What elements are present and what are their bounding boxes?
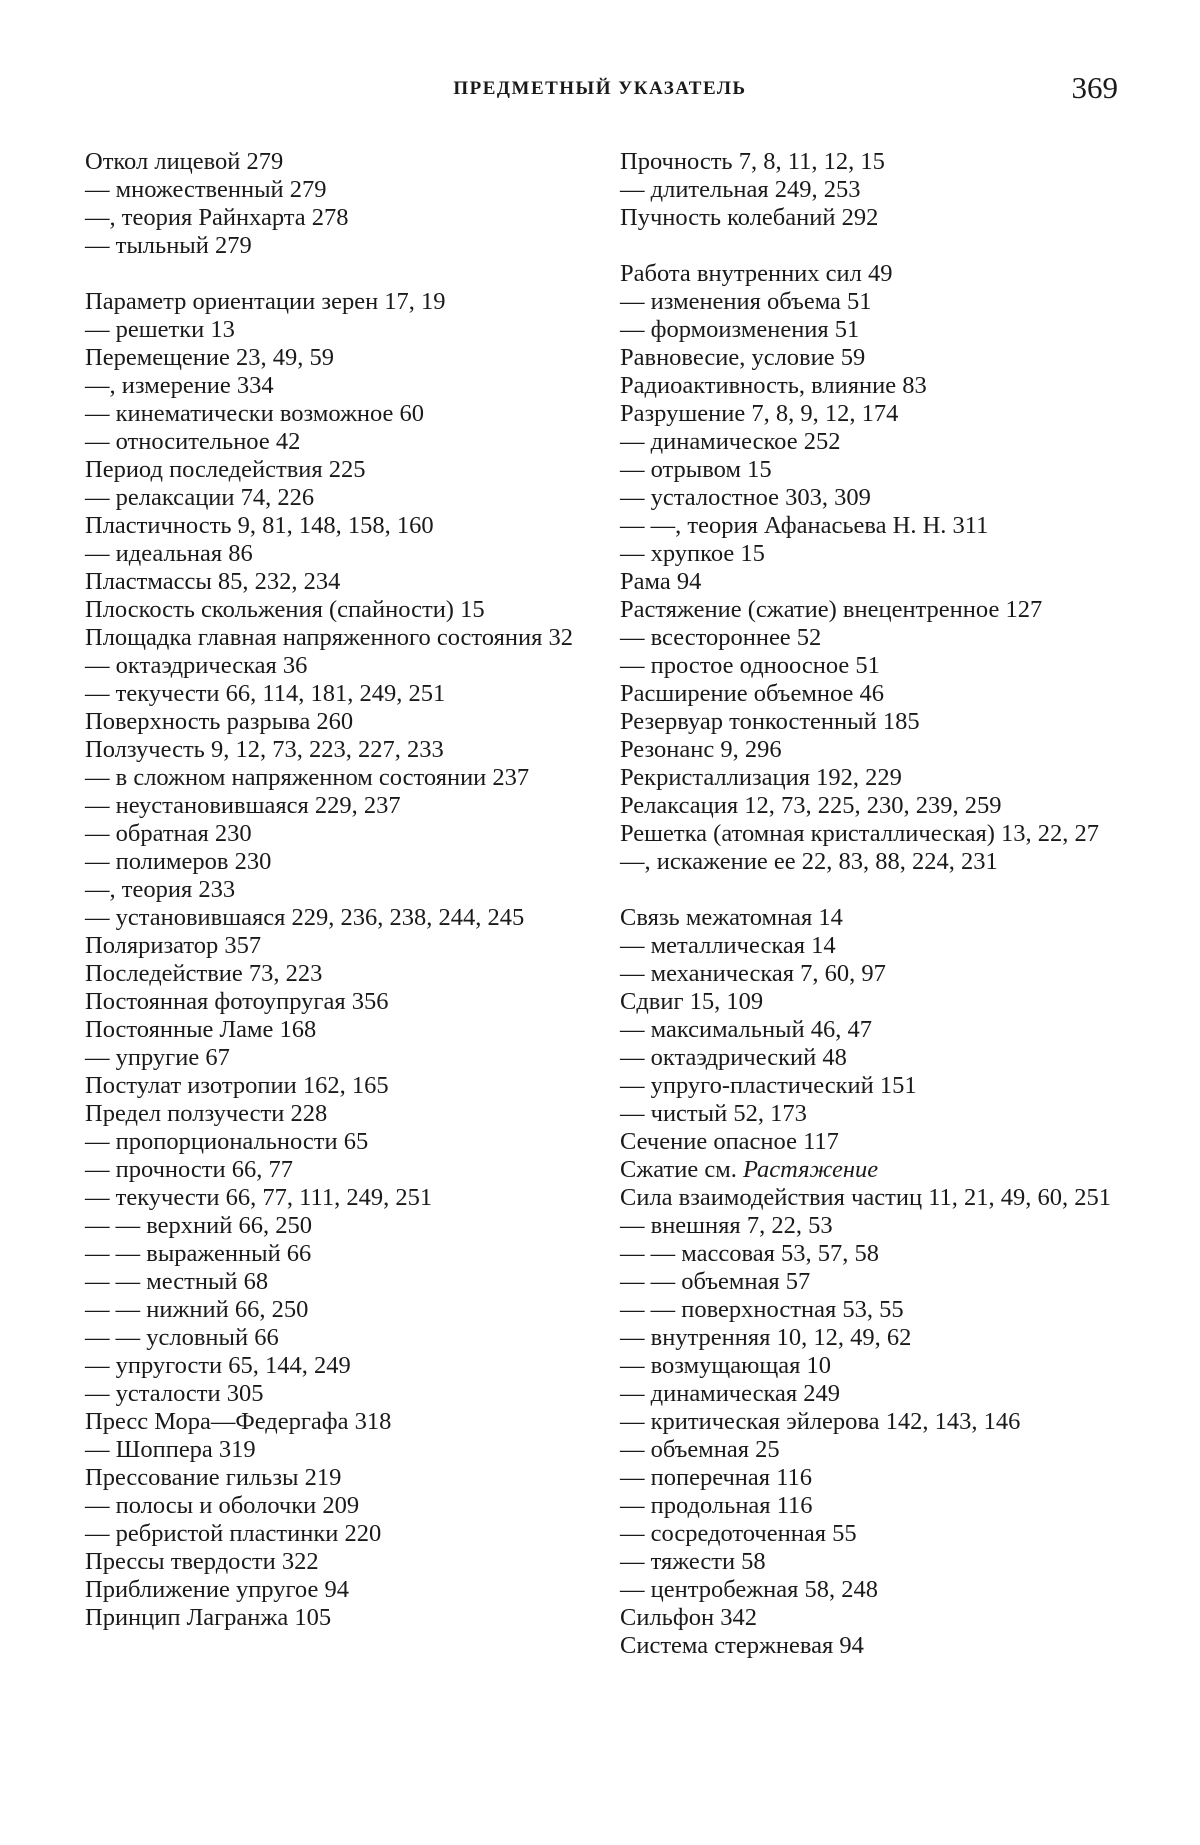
index-entry xyxy=(85,204,605,232)
index-entry xyxy=(620,1072,1125,1100)
index-entry-text: Рама 94 xyxy=(620,568,702,595)
page-number: 369 xyxy=(1071,70,1118,105)
index-entry xyxy=(620,792,1125,820)
index-entry-text: Предел ползучести 228 xyxy=(85,1100,328,1127)
index-entry-text: Постоянная фотоупругая 356 xyxy=(85,988,389,1015)
index-entry-text: Радиоактивность, влияние 83 xyxy=(620,372,927,399)
index-entry-text: —, искажение ее 22, 83, 88, 224, 231 xyxy=(620,848,998,875)
index-entry-text: — неустановившаяся 229, 237 xyxy=(85,792,401,819)
index-entry xyxy=(620,316,1125,344)
index-entry-text: — текучести 66, 77, 111, 249, 251 xyxy=(85,1184,433,1211)
index-entry-text: — тяжести 58 xyxy=(620,1548,766,1575)
index-entry xyxy=(85,428,605,456)
index-entry xyxy=(85,736,605,764)
index-entry-text: — возмущающая 10 xyxy=(620,1352,832,1379)
index-entry xyxy=(620,932,1125,960)
index-entry xyxy=(620,1520,1125,1548)
index-entry-text: Приближение упругое 94 xyxy=(85,1576,349,1603)
index-entry xyxy=(620,1380,1125,1408)
index-entry-text: — Шоппера 319 xyxy=(85,1436,256,1463)
index-entry-text: Прессы твердости 322 xyxy=(85,1548,319,1575)
index-entry-text: Система стержневая 94 xyxy=(620,1632,864,1659)
index-entry xyxy=(620,568,1125,596)
index-entry-text: — — выраженный 66 xyxy=(85,1240,312,1267)
index-entry xyxy=(620,904,1125,932)
index-entry xyxy=(85,512,605,540)
index-entry-text: — металлическая 14 xyxy=(620,932,836,959)
index-entry-text: Рекристаллизация 192, 229 xyxy=(620,764,902,791)
index-entry-text: Расширение объемное 46 xyxy=(620,680,885,707)
index-entry-text: — длительная 249, 253 xyxy=(620,176,861,203)
index-entry-text: — — условный 66 xyxy=(85,1324,279,1351)
index-entry xyxy=(620,456,1125,484)
index-entry-text: — хрупкое 15 xyxy=(620,540,765,567)
index-entry xyxy=(620,820,1125,848)
index-entry xyxy=(620,1240,1125,1268)
index-entry-text: — продольная 116 xyxy=(620,1492,813,1519)
index-entry-text: — — массовая 53, 57, 58 xyxy=(620,1240,879,1267)
entry-group-gap xyxy=(620,876,1125,904)
index-entry-text: Разрушение 7, 8, 9, 12, 174 xyxy=(620,400,899,427)
index-entry xyxy=(620,1604,1125,1632)
index-entry xyxy=(85,1296,605,1324)
index-entry xyxy=(620,512,1125,540)
index-entry-text: — механическая 7, 60, 97 xyxy=(620,960,886,987)
index-entry-text: Резонанс 9, 296 xyxy=(620,736,782,763)
index-entry xyxy=(85,624,605,652)
index-entry-text: — центробежная 58, 248 xyxy=(620,1576,879,1603)
index-entry-text: — ребристой пластинки 220 xyxy=(85,1520,382,1547)
index-entry xyxy=(85,540,605,568)
index-entry xyxy=(85,1212,605,1240)
index-entry-text: — — местный 68 xyxy=(85,1268,269,1295)
index-entry-text: Резервуар тонкостенный 185 xyxy=(620,708,920,735)
index-entry-text: Сдвиг 15, 109 xyxy=(620,988,764,1015)
index-entry-text: — обратная 230 xyxy=(85,820,252,847)
index-entry xyxy=(620,428,1125,456)
index-entry-text: — релаксации 74, 226 xyxy=(85,484,315,511)
index-entry xyxy=(620,1492,1125,1520)
index-entry xyxy=(620,372,1125,400)
index-entry-text: —, измерение 334 xyxy=(85,372,274,399)
running-title: ПРЕДМЕТНЫЙ УКАЗАТЕЛЬ xyxy=(453,78,747,99)
index-entry xyxy=(85,1464,605,1492)
index-entry-text: Работа внутренних сил 49 xyxy=(620,260,893,287)
index-entry xyxy=(620,1632,1125,1660)
index-entry xyxy=(85,1128,605,1156)
index-entry xyxy=(85,1492,605,1520)
index-entry-text: Прочность 7, 8, 11, 12, 15 xyxy=(620,148,885,175)
index-entry-text: — упруго-пластический 151 xyxy=(620,1072,917,1099)
index-entry-text: — прочности 66, 77 xyxy=(85,1156,293,1183)
index-entry-text: — — поверхностная 53, 55 xyxy=(620,1296,904,1323)
index-entry xyxy=(85,1268,605,1296)
index-entry xyxy=(620,176,1125,204)
index-entry-text: Принцип Лагранжа 105 xyxy=(85,1604,332,1631)
index-entry xyxy=(85,1184,605,1212)
index-entry-text: — динамическое 252 xyxy=(620,428,841,455)
index-entry xyxy=(620,1212,1125,1240)
index-entry xyxy=(620,260,1125,288)
index-entry xyxy=(620,1576,1125,1604)
index-entry-text: — полимеров 230 xyxy=(85,848,272,875)
index-entry-text: — формоизменения 51 xyxy=(620,316,860,343)
index-entry xyxy=(620,344,1125,372)
index-entry xyxy=(85,652,605,680)
index-entry-text: — — верхний 66, 250 xyxy=(85,1212,313,1239)
index-entry xyxy=(85,764,605,792)
index-entry-text: Площадка главная напряженного состояния 32 xyxy=(85,624,573,651)
index-entry xyxy=(620,624,1125,652)
index-entry xyxy=(620,1324,1125,1352)
index-entry-text: — октаэдрическая 36 xyxy=(85,652,308,679)
index-entry-text: Постоянные Ламе 168 xyxy=(85,1016,317,1043)
index-entry xyxy=(85,400,605,428)
index-entry-text: — всестороннее 52 xyxy=(620,624,822,651)
index-entry-text: Поляризатор 357 xyxy=(85,932,262,959)
index-entry xyxy=(620,1268,1125,1296)
index-entry xyxy=(620,596,1125,624)
index-entry-text: — внутренняя 10, 12, 49, 62 xyxy=(620,1324,912,1351)
index-entry xyxy=(85,1380,605,1408)
index-entry-text: — идеальная 86 xyxy=(85,540,253,567)
index-entry-text: — поперечная 116 xyxy=(620,1464,813,1491)
index-entry xyxy=(85,1072,605,1100)
index-entry xyxy=(85,820,605,848)
index-entry-text: — максимальный 46, 47 xyxy=(620,1016,872,1043)
index-column-left xyxy=(85,148,605,1632)
index-entry xyxy=(620,288,1125,316)
index-entry-text: Сжатие см. xyxy=(620,1156,737,1183)
index-entry-text: — усталости 305 xyxy=(85,1380,264,1407)
index-entry-text: Последействие 73, 223 xyxy=(85,960,323,987)
index-entry xyxy=(85,232,605,260)
index-entry-text: Связь межатомная 14 xyxy=(620,904,843,931)
index-entry-text: Растяжение (сжатие) внецентренное 127 xyxy=(620,596,1043,623)
index-entry xyxy=(620,1296,1125,1324)
index-entry xyxy=(85,1240,605,1268)
index-entry xyxy=(85,1156,605,1184)
index-entry-text: — сосредоточенная 55 xyxy=(620,1520,857,1547)
index-entry-text: — решетки 13 xyxy=(85,316,235,343)
index-entry xyxy=(85,596,605,624)
index-entry xyxy=(620,736,1125,764)
index-entry xyxy=(85,1408,605,1436)
entry-group-gap xyxy=(620,232,1125,260)
index-entry-text: Пучность колебаний 292 xyxy=(620,204,879,231)
index-entry-text: — кинематически возможное 60 xyxy=(85,400,425,427)
index-entry-text: Решетка (атомная кристаллическая) 13, 22, 27 xyxy=(620,820,1100,847)
index-entry xyxy=(620,680,1125,708)
index-entry xyxy=(620,1100,1125,1128)
index-entry xyxy=(620,708,1125,736)
index-entry xyxy=(85,848,605,876)
index-entry xyxy=(620,1184,1125,1212)
index-entry-text: — простое одноосное 51 xyxy=(620,652,880,679)
entry-group-gap xyxy=(85,260,605,288)
index-entry-text: — пропорциональности 65 xyxy=(85,1128,369,1155)
index-entry xyxy=(620,540,1125,568)
index-entry xyxy=(85,1548,605,1576)
index-entry xyxy=(85,1016,605,1044)
index-entry-text: — относительное 42 xyxy=(85,428,301,455)
index-entry xyxy=(620,960,1125,988)
index-entry xyxy=(620,988,1125,1016)
index-entry xyxy=(85,288,605,316)
index-entry-text: —, теория 233 xyxy=(85,876,236,903)
index-entry-text: — в сложном напряженном состоянии 237 xyxy=(85,764,530,791)
index-entry xyxy=(620,848,1125,876)
index-entry xyxy=(620,400,1125,428)
index-entry-text: — отрывом 15 xyxy=(620,456,772,483)
index-entry-text: Сила взаимодействия частиц 11, 21, 49, 60, 251 xyxy=(620,1184,1112,1211)
index-entry xyxy=(85,372,605,400)
index-entry xyxy=(85,344,605,372)
index-entry xyxy=(85,904,605,932)
index-entry-text: Пластмассы 85, 232, 234 xyxy=(85,568,341,595)
index-entry-text: Параметр ориентации зерен 17, 19 xyxy=(85,288,446,315)
index-entry-text: — объемная 25 xyxy=(620,1436,780,1463)
index-entry-text: Ползучесть 9, 12, 73, 223, 227, 233 xyxy=(85,736,444,763)
index-entry-text: — множественный 279 xyxy=(85,176,327,203)
index-entry-text: Прессование гильзы 219 xyxy=(85,1464,342,1491)
index-column-right xyxy=(620,148,1125,1660)
index-entry xyxy=(85,148,605,176)
index-entry-text: — чистый 52, 173 xyxy=(620,1100,807,1127)
index-entry xyxy=(85,932,605,960)
index-entry xyxy=(85,1324,605,1352)
index-entry-crossref: Растяжение xyxy=(742,1156,879,1183)
index-entry-text: —, теория Райнхарта 278 xyxy=(85,204,349,231)
index-entry xyxy=(85,484,605,512)
index-entry-text: — текучести 66, 114, 181, 249, 251 xyxy=(85,680,446,707)
index-entry-text: — установившаяся 229, 236, 238, 244, 245 xyxy=(85,904,525,931)
index-entry-text: Период последействия 225 xyxy=(85,456,366,483)
index-entry xyxy=(85,1520,605,1548)
index-entry xyxy=(620,1436,1125,1464)
index-entry-text: Поверхность разрыва 260 xyxy=(85,708,354,735)
index-entry-text: — упругости 65, 144, 249 xyxy=(85,1352,351,1379)
index-entry-text: Равновесие, условие 59 xyxy=(620,344,866,371)
index-entry-text: Перемещение 23, 49, 59 xyxy=(85,344,335,371)
index-entry xyxy=(85,1352,605,1380)
index-entry-text: Релаксация 12, 73, 225, 230, 239, 259 xyxy=(620,792,1002,819)
index-entry xyxy=(620,1016,1125,1044)
index-entry xyxy=(85,456,605,484)
index-entry xyxy=(85,176,605,204)
index-entry-text: Пластичность 9, 81, 148, 158, 160 xyxy=(85,512,434,539)
index-entry xyxy=(620,764,1125,792)
index-entry-text: — — нижний 66, 250 xyxy=(85,1296,309,1323)
index-entry xyxy=(85,708,605,736)
index-entry xyxy=(85,876,605,904)
index-entry xyxy=(620,1044,1125,1072)
index-entry-text: — критическая эйлерова 142, 143, 146 xyxy=(620,1408,1021,1435)
index-entry xyxy=(620,652,1125,680)
index-entry-text: — внешняя 7, 22, 53 xyxy=(620,1212,833,1239)
index-entry xyxy=(85,792,605,820)
index-entry-text: — динамическая 249 xyxy=(620,1380,841,1407)
index-entry xyxy=(85,680,605,708)
index-entry-text: Плоскость скольжения (спайности) 15 xyxy=(85,596,485,623)
index-entry xyxy=(620,1408,1125,1436)
index-entry xyxy=(620,1548,1125,1576)
index-entry-text: — изменения объема 51 xyxy=(620,288,872,315)
index-entry xyxy=(85,1100,605,1128)
index-entry xyxy=(85,1436,605,1464)
index-entry-text: — —, теория Афанасьева Н. Н. 311 xyxy=(620,512,989,539)
index-entry-text: — — объемная 57 xyxy=(620,1268,811,1295)
index-entry xyxy=(620,484,1125,512)
index-entry xyxy=(85,1604,605,1632)
page-header xyxy=(0,70,1200,114)
index-entry-text: Сечение опасное 117 xyxy=(620,1128,839,1155)
index-entry xyxy=(620,1156,1125,1184)
index-entry xyxy=(620,1128,1125,1156)
index-entry xyxy=(620,148,1125,176)
index-entry-text: — упругие 67 xyxy=(85,1044,230,1071)
index-entry-text: Сильфон 342 xyxy=(620,1604,757,1631)
index-entry xyxy=(85,316,605,344)
index-entry-text: — полосы и оболочки 209 xyxy=(85,1492,360,1519)
index-entry xyxy=(85,1044,605,1072)
index-entry xyxy=(620,1352,1125,1380)
index-entry xyxy=(85,960,605,988)
index-entry xyxy=(85,1576,605,1604)
index-entry xyxy=(620,1464,1125,1492)
index-entry-text: Постулат изотропии 162, 165 xyxy=(85,1072,389,1099)
index-entry xyxy=(620,204,1125,232)
index-entry-text: Пресс Мора—Федергафа 318 xyxy=(85,1408,392,1435)
index-entry xyxy=(85,988,605,1016)
index-entry-text: — октаэдрический 48 xyxy=(620,1044,847,1071)
index-entry-text: — тыльный 279 xyxy=(85,232,252,259)
index-entry xyxy=(85,568,605,596)
index-entry-text: — усталостное 303, 309 xyxy=(620,484,871,511)
index-entry-text: Откол лицевой 279 xyxy=(85,148,284,175)
